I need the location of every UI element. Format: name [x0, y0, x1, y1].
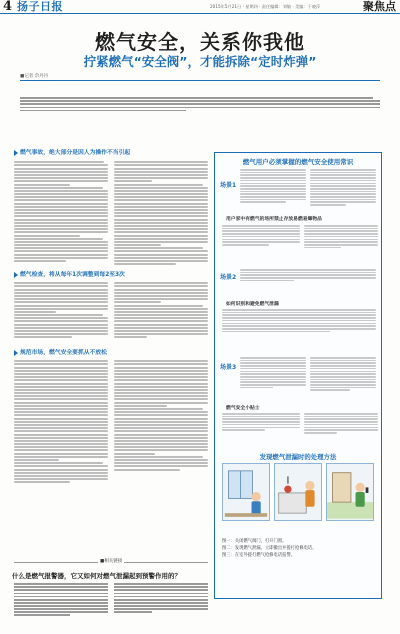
triangle-icon [14, 150, 18, 156]
article-column [14, 582, 108, 617]
byline: ■记者 佘丹丹 [20, 74, 49, 79]
article-column [114, 160, 208, 266]
scene-text [222, 412, 300, 432]
scene-text [310, 356, 376, 392]
scene-text [240, 356, 306, 389]
valve-icon [275, 464, 321, 520]
scene-subtitle: 燃气安全小贴士 [226, 406, 260, 411]
panel-title: 燃气用户必须掌握的燃气安全使用常识 [242, 158, 354, 166]
page-number: 4 [3, 0, 13, 14]
illustration-captions [222, 538, 374, 559]
page-title: 燃气安全，关系你我他 [95, 30, 305, 54]
scene-text [222, 308, 376, 333]
lead-paragraph [20, 96, 380, 113]
triangle-icon [14, 272, 18, 278]
triangle-icon [14, 350, 18, 356]
phone-icon [327, 464, 373, 520]
page-subtitle: 拧紧燃气“安全阀”，才能拆除“定时炸弹” [83, 54, 317, 69]
illustration-call-outside [326, 463, 374, 521]
divider [20, 80, 380, 81]
scene-text [310, 168, 376, 207]
scene-text [304, 412, 378, 435]
scene-text [222, 224, 300, 247]
issue-meta: 2015年5月21日 · 星期四 · 责任编辑：刘敏 · 美编：于晓萍 [210, 4, 321, 9]
illustration-strip [222, 463, 374, 521]
article-column [114, 359, 208, 472]
illustration-title: 发现燃气泄漏时的处理方法 [259, 453, 337, 461]
illustration-turn-off-valve [274, 463, 322, 521]
section-heading-inspection [14, 269, 125, 278]
article-column [14, 359, 108, 485]
caption-3: 图三：在室外拨打燃气抢修电话报警。 [222, 553, 296, 558]
scene-label: 场景1 [220, 182, 237, 189]
scene-label: 场景3 [220, 364, 237, 371]
section-heading-market [14, 347, 107, 356]
article-column [114, 582, 208, 614]
masthead [0, 0, 400, 14]
newspaper-logo: 扬子日报 [17, 0, 63, 13]
section-heading-accidents [14, 147, 130, 156]
related-link-tag: ■相关链接 [100, 559, 123, 564]
section-heading-text: 规范市场，燃气安全要抓从不放松 [20, 350, 107, 356]
scene-text [304, 224, 378, 249]
window-icon [223, 464, 269, 520]
article-column [114, 281, 208, 340]
section-name: 聚焦点 [363, 0, 396, 13]
caption-2: 图二：发现燃气泄漏，立即撤出并拨打抢修电话。 [222, 546, 317, 551]
section-heading-text: 燃气检查，将从每年1次调整到每2至3次 [20, 272, 125, 278]
article-column [14, 160, 108, 263]
section-heading-text: 燃气事故，绝大部分是因人为操作不当引起 [20, 150, 131, 156]
scene-text [240, 268, 376, 283]
article-column [14, 281, 108, 340]
scene-subtitle: 如何识别和避免燃气泄漏 [226, 302, 279, 307]
illustration-open-window [222, 463, 270, 521]
scene-text [240, 168, 306, 204]
bottom-article-title: 什么是燃气报警器，它又如何对燃气泄漏起到预警作用的？ [12, 572, 181, 580]
scene-subtitle: 用户家中有燃气的场所禁止存放易燃易爆物品 [226, 217, 322, 222]
caption-1: 图一：关闭燃气阀门，打开门窗。 [222, 539, 287, 544]
scene-label: 场景2 [220, 274, 237, 281]
